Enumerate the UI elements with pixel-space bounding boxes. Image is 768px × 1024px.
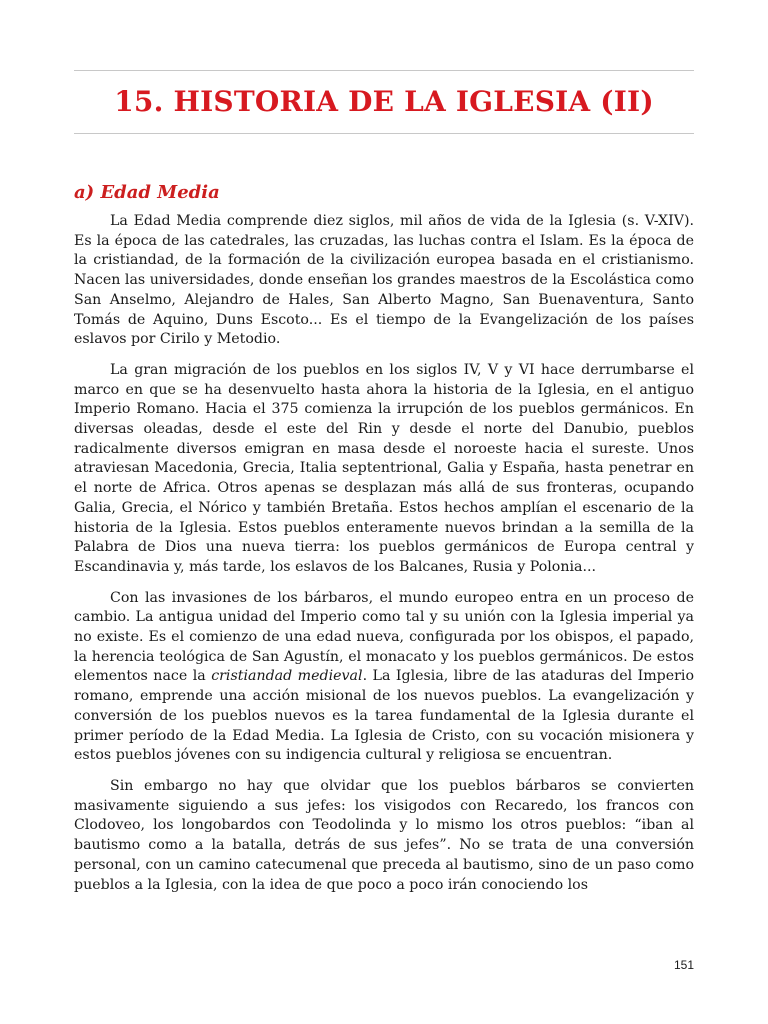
paragraph-3-text-after: . La Iglesia, libre de las ataduras del Imperio romano, emprende una acción misional de los nuevos pueblos. La evangelización y conversión de los pueblos nuevos es la tarea fundamental de la Iglesia durante el primer período de la Edad Media. La Iglesia de Cristo, con su vocación misionera y estos pueblos jóvenes con su indigencia cultural y religiosa se encuentran.	[74, 668, 694, 764]
page-number: 151	[673, 958, 694, 972]
title-bottom-rule	[74, 133, 694, 134]
paragraph-3-emphasis: cristiandad medieval	[211, 668, 363, 685]
paragraph-3	[74, 589, 694, 766]
body-text	[74, 212, 694, 906]
paragraph-2: La gran migración de los pueblos en los siglos IV, V y VI hace derrumbarse el marco en que se ha desenvuelto hasta ahora la historia de la Iglesia, en el antiguo Imperio Romano. Hacia el 375 comienza la irrupción de los pueblos germánicos. En diversas oleadas, desde el este del Rin y desde el norte del Danubio, pueblos radicalmente diversos emigran en masa desde el noroeste hacia el sureste. Unos atraviesan Macedonia, Grecia, Italia septentrional, Galia y España, hasta penetrar en el norte de Africa. Otros apenas se desplazan más allá de sus fronteras, ocupando Galia, Grecia, el Nórico y también Bretaña. Estos hechos amplían el escenario de la historia de la Iglesia. Estos pueblos enteramente nuevos brindan a la semilla de la Palabra de Dios una nueva tierra: los pueblos germánicos de Europa central y Escandinavia y, más tarde, los eslavos de los Balcanes, Rusia y Polonia...	[74, 361, 694, 575]
chapter-title: 15. HISTORIA DE LA IGLESIA (II)	[114, 85, 654, 118]
section-title: a) Edad Media	[74, 182, 220, 203]
paragraph-3-text-before: Con las invasiones de los bárbaros, el mundo europeo entra en un proceso de cambio. La antigua unidad del Imperio como tal y su unión con la Iglesia imperial ya no existe. Es el comienzo de una edad nueva, configurada por los obispos, el papado, la herencia teológica de San Agustín, el monacato y los pueblos germánicos. De estos elementos nace la	[74, 589, 694, 685]
paragraph-4: Sin embargo no hay que olvidar que los pueblos bárbaros se convierten masivamente siguiendo a sus jefes: los visigodos con Recaredo, los francos con Clodoveo, los longobardos con Teodolinda y lo mismo los otros pueblos: “iban al bautismo como a la batalla, detrás de sus jefes”. No se trata de una conversión personal, con un camino catecumenal que preceda al bautismo, sino de un paso como pueblos a la Iglesia, con la idea de que poco a poco irán conociendo los	[74, 777, 694, 893]
title-top-rule	[74, 70, 694, 71]
paragraph-1: La Edad Media comprende diez siglos, mil años de vida de la Iglesia (s. V-XIV). Es la época de las catedrales, las cruzadas, las luchas contra el Islam. Es la época de la cristiandad, de la formación de la civilización europea basada en el cristianismo. Nacen las universidades, donde enseñan los grandes maestros de la Escolástica como San Anselmo, Alejandro de Hales, San Alberto Magno, San Buenaventura, Santo Tomás de Aquino, Duns Escoto... Es el tiempo de la Evangelización de los países eslavos por Cirilo y Metodio.	[74, 213, 694, 348]
